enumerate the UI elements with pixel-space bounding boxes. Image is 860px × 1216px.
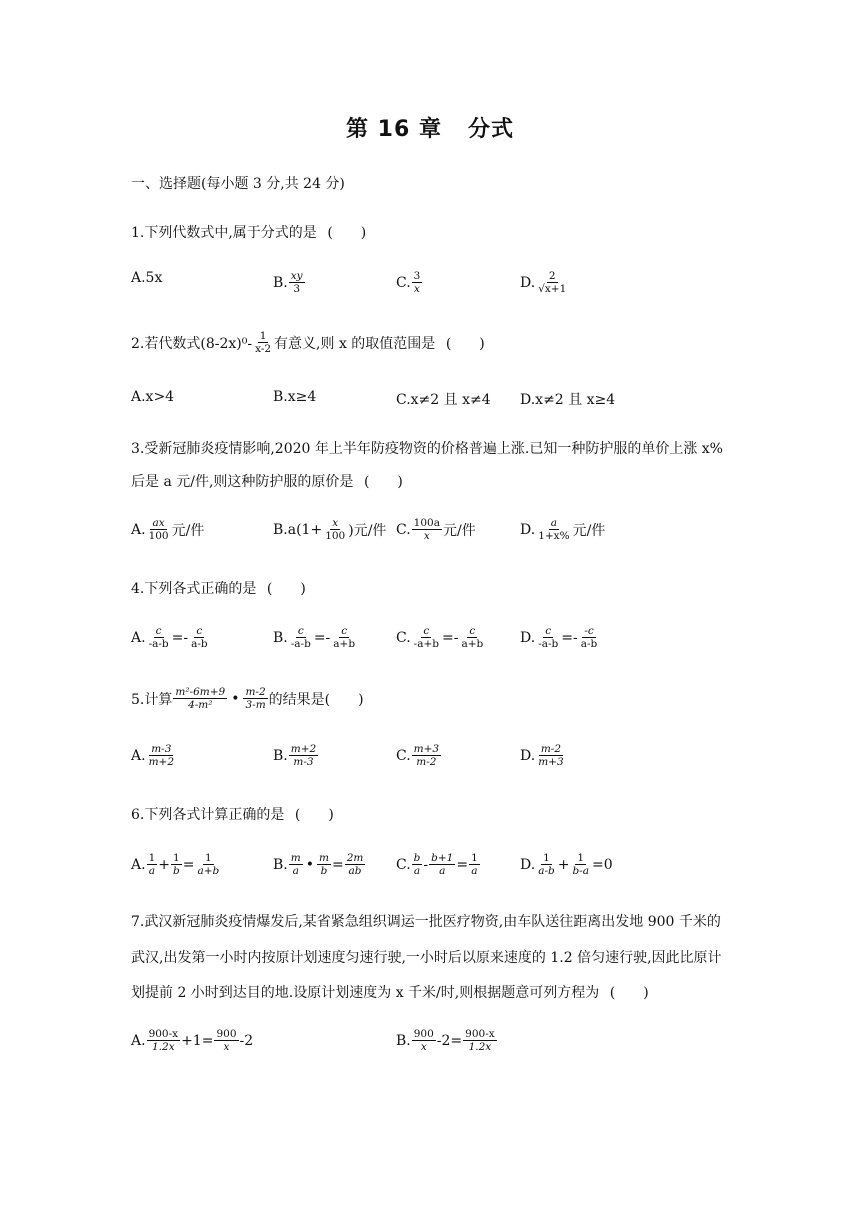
question-4-options (131, 625, 751, 655)
option-b: B. $\frac{m}{a}$ • $\frac{m}{b}$ = $\frac{2m}{ab}$ (273, 852, 364, 877)
question-3-options (131, 517, 751, 547)
question-6-options (131, 852, 751, 882)
option-d: D. $\frac{2}{√x+1}$ (520, 270, 567, 295)
option-a: A. $\frac{900-x}{1.2x}$ +1= $\frac{900}{x}$ -2 (131, 1028, 254, 1053)
question-1-stem: 1.下列代数式中,属于分式的是 ( ) (131, 225, 367, 241)
option-a: A. $\frac{ax}{100}$ 元/件 (131, 517, 205, 542)
option-c: C. $\frac{c}{-a+b}$ =- $\frac{c}{a+b}$ (396, 625, 484, 650)
question-4-stem: 4.下列各式正确的是 ( ) (131, 581, 306, 597)
option-a: A. $\frac{1}{a}$ + $\frac{1}{b}$ = $\frac{1}{a+b}$ (131, 852, 220, 877)
option-d: D. $\frac{c}{-a-b}$ =- $\frac{-c}{a-b}$ (520, 625, 598, 650)
option-d: D. $\frac{1}{a-b}$ + $\frac{1}{b-a}$ =0 (520, 852, 613, 877)
question-7-stem-line1: 7.武汉新冠肺炎疫情爆发后,某省紧急组织调运一批医疗物资,由车队送往距离出发地 900 千米的 (131, 914, 721, 930)
option-b: B. $\frac{c}{-a-b}$ =- $\frac{c}{a+b}$ (273, 625, 356, 650)
option-b: B. $\frac{m+2}{m-3}$ (273, 743, 317, 768)
chapter-number: 第 16 章 (346, 117, 442, 142)
question-3-stem-line2: 后是 a 元/件,则这种防护服的原价是 ( ) (131, 474, 403, 490)
option-b: B. $\frac{xy}{3}$ (273, 270, 303, 295)
option-c: C.x≠2 且 x≠4 (396, 392, 491, 408)
question-2-options (131, 389, 751, 419)
question-2-stem: 2.若代数式(8-2x)⁰- $\frac{1}{x-2}$ 有意义,则 x 的取值范围是 ( ) (131, 330, 485, 355)
question-3-stem-line1: 3.受新冠肺炎疫情影响,2020 年上半年防疫物资的价格普遍上涨.已知一种防护服的单价上涨 x% (131, 441, 723, 457)
option-a: A. $\frac{m-3}{m+2}$ (131, 743, 174, 768)
option-c: C. $\frac{m+3}{m-2}$ (396, 743, 440, 768)
section-heading: 一、选择题(每小题 3 分,共 24 分) (131, 176, 345, 192)
question-1-options (131, 270, 751, 300)
question-7-stem-line3: 划提前 2 小时到达目的地.设原计划速度为 x 千米/时,则根据题意可列方程为 ( ) (131, 985, 649, 1001)
chapter-name: 分式 (467, 117, 514, 142)
option-d: D.x≠2 且 x≥4 (520, 392, 616, 408)
option-b: B.a(1+ $\frac{x}{100}$ )元/件 (273, 517, 387, 542)
option-a: A. $\frac{c}{-a-b}$ =- $\frac{c}{a-b}$ (131, 625, 208, 650)
option-d: D. $\frac{a}{1+x\%}$ 元/件 (520, 517, 606, 542)
option-b: B.x≥4 (273, 389, 317, 405)
page-title (0, 112, 860, 143)
option-a: A.5x (131, 270, 163, 286)
option-c: C. $\frac{b}{a}$ - $\frac{b+1}{a}$ = $\frac{1}{a}$ (396, 852, 478, 877)
option-a: A.x>4 (131, 389, 175, 405)
option-d: D. $\frac{m-2}{m+3}$ (520, 743, 564, 768)
option-c: C. $\frac{3}{x}$ (396, 270, 421, 295)
question-7-options (131, 1028, 751, 1058)
question-6-stem: 6.下列各式计算正确的是 ( ) (131, 807, 334, 823)
question-5-options (131, 743, 751, 773)
option-b: B. $\frac{900}{x}$ -2= $\frac{900-x}{1.2x}$ (396, 1028, 495, 1053)
question-7-stem-line2: 武汉,出发第一小时内按原计划速度匀速行驶,一小时后以原来速度的 1.2 倍匀速行驶,因此比原计 (131, 950, 722, 966)
option-c: C. $\frac{100a}{x}$ 元/件 (396, 517, 476, 542)
question-5-stem: 5.计算 $\frac{\text{m²-6m+9}}{\text{4-m²}}$ • $\frac{m-2}{3-m}$ 的结果是( ) (131, 686, 364, 711)
